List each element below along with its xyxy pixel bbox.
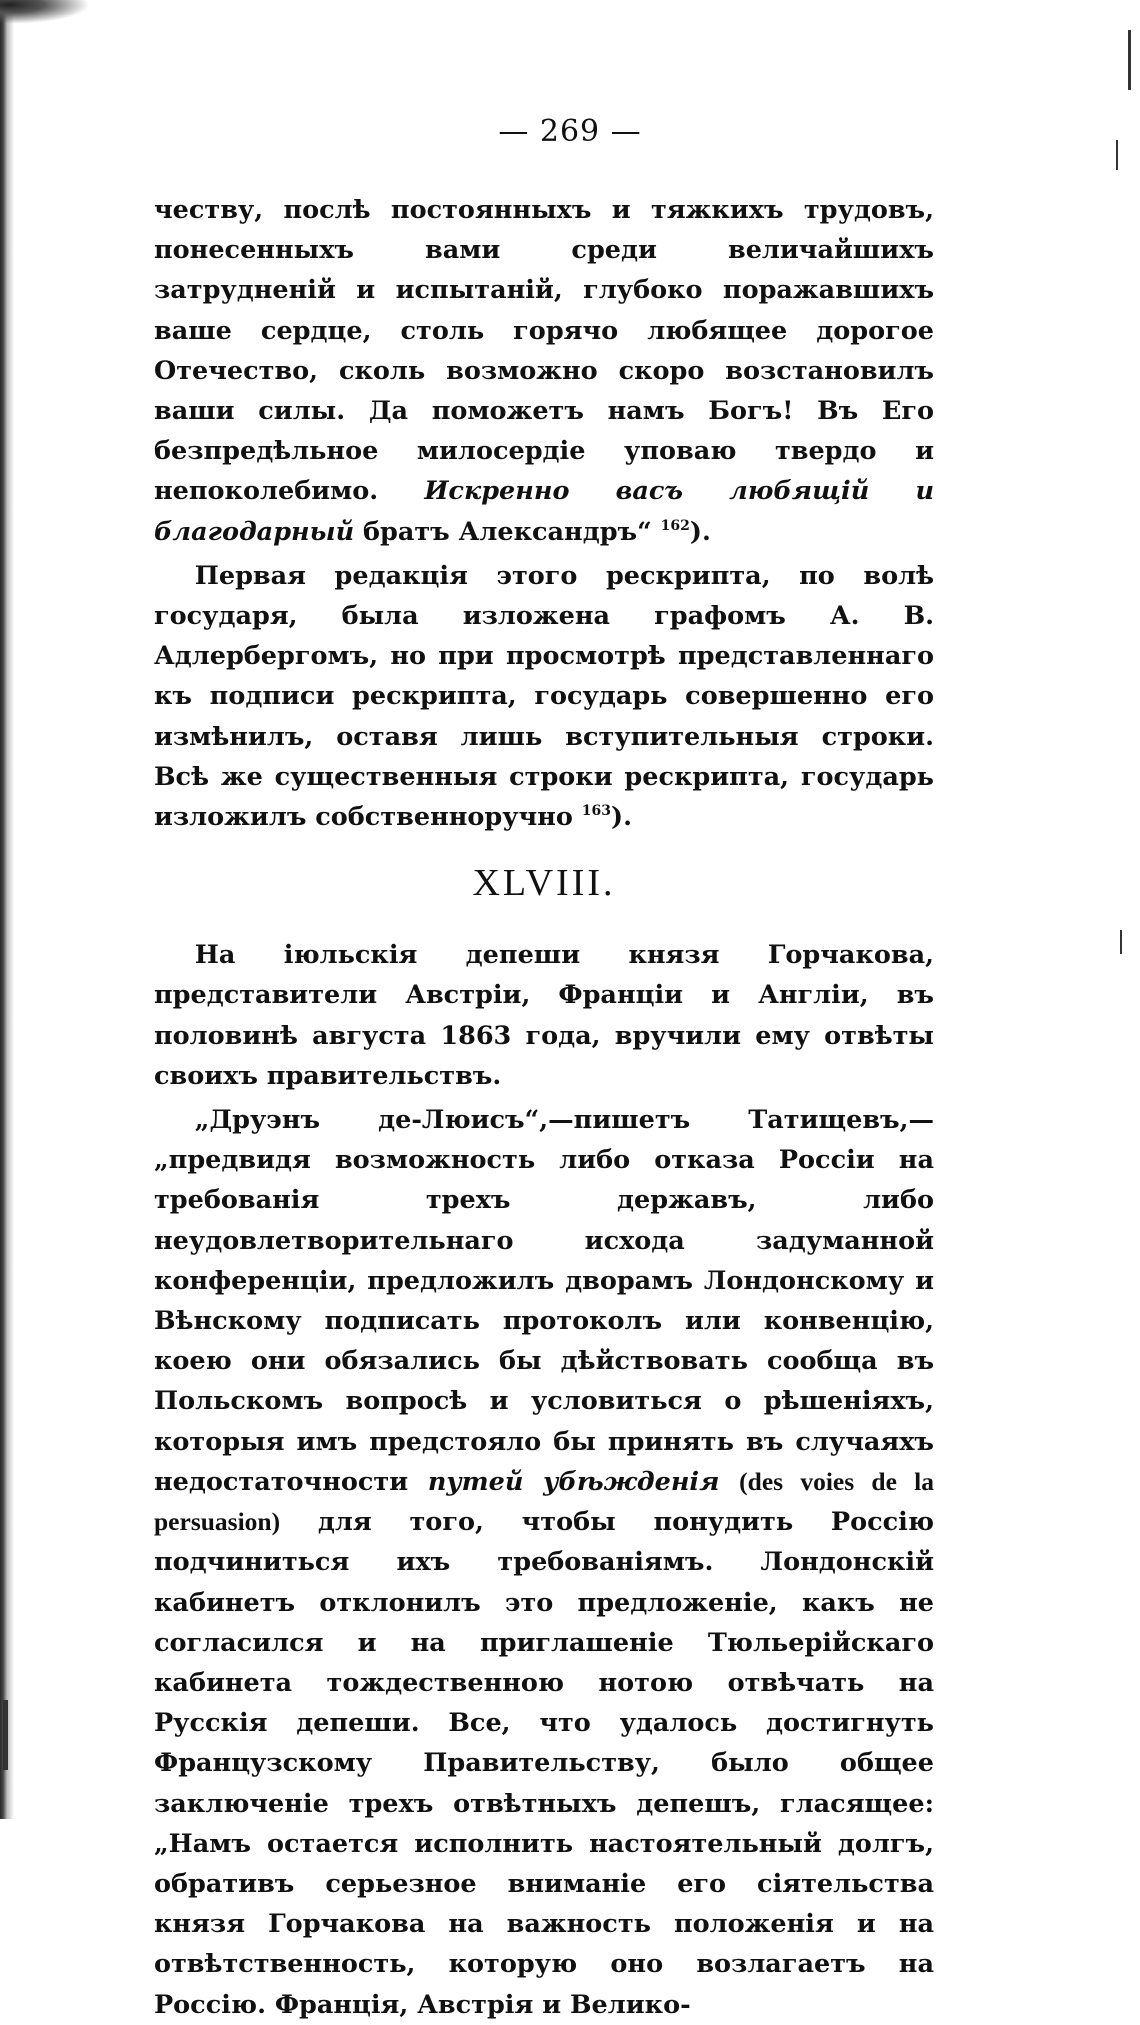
french-phrase: (des voies de la persuasion) <box>154 1466 934 1537</box>
paragraph: На іюльскія депеши князя Горчакова, представители Австріи, Франціи и Англіи, въ половинѣ августа 1863 года, вручили ему отвѣты своихъ правительствъ. <box>154 940 934 1091</box>
italic-closing: Искренно васъ любящій и благодарный <box>154 476 934 547</box>
paragraph-text: ). <box>689 516 711 547</box>
corner-ink-mark <box>0 0 90 24</box>
paragraph-text: братъ Александръ“ <box>354 516 661 547</box>
page-edge-shadow <box>0 0 14 1819</box>
edge-speck <box>1120 930 1122 954</box>
paragraph <box>154 1100 934 2025</box>
paragraph-text: честву, послѣ постоянныхъ и тяжкихъ трудовъ, понесенныхъ вами среди величайшихъ затрудненій и испытаній, глубоко поражавшихъ ваше сердце, столь горячо любящее дорогое Отечество, сколь возможно скоро возстановилъ ваши силы. Да поможетъ намъ Богъ! Въ Его безпредѣльное милосердіе уповаю твердо и непоколебимо. <box>154 195 934 507</box>
italic-phrase: путей убѣжденія <box>427 1466 720 1497</box>
edge-speck <box>1128 30 1131 90</box>
paragraph-continuation <box>154 190 934 552</box>
edge-speck <box>3 1700 8 1770</box>
paragraph-text: Первая редакція этого рескрипта, по волѣ государя, была изложена графомъ А. В. Адлербергомъ, но при просмотрѣ представленнаго къ подписи рескрипта, государь совершенно его измѣнилъ, оставя лишь вступительныя строки. Всѣ же существенныя строки рескрипта, государь изложилъ собственноручно <box>154 560 934 833</box>
paragraph-text: ). <box>611 802 632 833</box>
paragraph-text: для того, чтобы понудить Россію подчиниться ихъ требованіямъ. Лондонскій кабинетъ отклонилъ это предложеніе, какъ не согласился и на приглашеніе Тюльерійскаго кабинета тождественною нотою отвѣчать на Русскія депеши. Все, что удалось достигнуть Французскому Правительству, было общее заключеніе трехъ отвѣтныхъ депешъ, гласящее: „Намъ остается исполнить настоятельный долгъ, обративъ серьезное вниманіе его сіятельства князя Горчакова на важность положенія и на отвѣтственность, которую оно возлагаетъ на Россію. Франція, Австрія и Велико- <box>154 1507 934 2020</box>
paragraph <box>154 556 934 837</box>
section-heading: XLVIII. <box>472 862 616 905</box>
page-number: — 269 — <box>498 114 642 149</box>
paragraph-text <box>719 1467 739 1497</box>
paragraph-text: „Друэнъ де-Люисъ“,—пишетъ Татищевъ,—„предвидя возможность либо отказа Россіи на требованія трехъ державъ, либо неудовлетворительнаго исхода задуманной конференціи, предложилъ дворамъ Лондонскому и Вѣнскому подписать протоколъ или конвенцію, коею они обязались бы дѣйствовать сообща въ Польскомъ вопросѣ и условиться о рѣшеніяхъ, которыя имъ предстояло бы принять въ случаяхъ недостаточности <box>154 1105 934 1497</box>
footnote-ref: 163 <box>581 803 612 820</box>
body-text <box>154 190 934 2025</box>
footnote-ref: 162 <box>660 517 690 534</box>
